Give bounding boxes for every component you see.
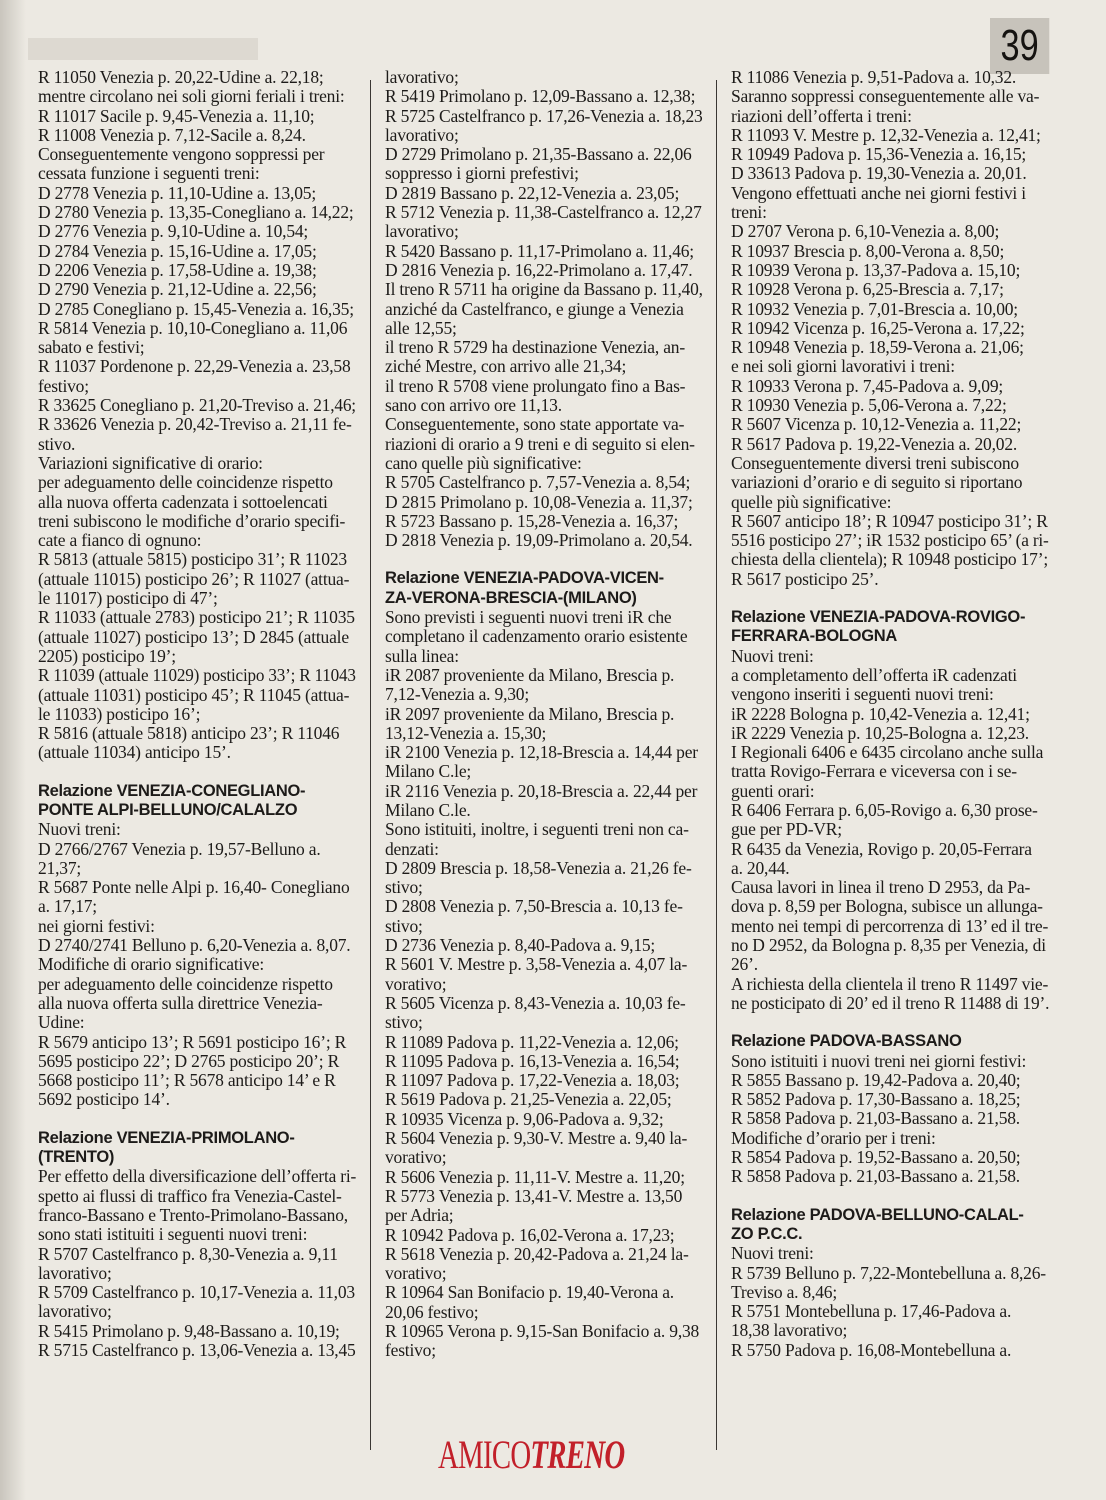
text-line: Variazioni significative di orario: bbox=[38, 452, 263, 473]
text-line: 5516 posticipo 27’; iR 1532 posticipo 65’ (a ri- bbox=[731, 530, 1049, 551]
text-line: R 5750 Padova p. 16,08-Montebelluna a. bbox=[731, 1339, 1012, 1360]
section-spacer bbox=[731, 589, 1049, 608]
text-line: lavorativo; bbox=[385, 124, 459, 145]
text-line: R 5858 Padova p. 21,03-Bassano a. 21,58. bbox=[731, 1108, 1020, 1129]
text-line: D 2729 Primolano p. 21,35-Bassano a. 22,06 bbox=[385, 144, 692, 165]
text-line: stivo. bbox=[38, 433, 76, 454]
text-line: R 5712 Venezia p. 11,38-Castelfranco a. 12,27 bbox=[385, 202, 702, 223]
text-line: Milano C.le; bbox=[385, 761, 472, 782]
text-line: le 11033) posticipo 16’; bbox=[38, 703, 201, 724]
section-heading: Relazione VENEZIA-CONEGLIANO- bbox=[38, 781, 306, 800]
text-line: treni: bbox=[731, 202, 767, 223]
text-line: R 5607 Vicenza p. 10,12-Venezia a. 11,22; bbox=[731, 414, 1022, 435]
text-line: Vengono effettuati anche nei giorni festivi i bbox=[731, 182, 1026, 203]
column-divider-1 bbox=[370, 80, 371, 1450]
text-line: R 5617 Padova p. 19,22-Venezia a. 20,02. bbox=[731, 433, 1018, 454]
section-spacer bbox=[731, 1013, 1049, 1032]
section-tab-faded bbox=[28, 38, 258, 60]
text-line: R 10948 Venezia p. 18,59-Verona a. 21,06; bbox=[731, 337, 1024, 358]
text-line: Sono istituiti i nuovi treni nei giorni festivi: bbox=[731, 1050, 1027, 1071]
text-line: 7,12-Venezia a. 9,30; bbox=[385, 684, 530, 705]
page-number: 39 bbox=[990, 18, 1049, 74]
text-line: R 5605 Vicenza p. 8,43-Venezia a. 10,03 fe- bbox=[385, 992, 686, 1013]
section-heading: FERRARA-BOLOGNA bbox=[731, 627, 897, 646]
text-line: 26’. bbox=[731, 954, 758, 975]
text-line: riazioni dell’offerta i treni: bbox=[731, 105, 912, 126]
text-line: R 6406 Ferrara p. 6,05-Rovigo a. 6,30 prose- bbox=[731, 799, 1038, 820]
text-column-3 bbox=[731, 68, 1049, 1360]
text-line: 18,38 lavorativo; bbox=[731, 1320, 848, 1341]
text-line: D 2816 Venezia p. 16,22-Primolano a. 17,47. bbox=[385, 259, 693, 280]
text-line: R 33625 Conegliano p. 21,20-Treviso a. 21,46; bbox=[38, 395, 356, 416]
text-line: R 5705 Castelfranco p. 7,57-Venezia a. 8,54; bbox=[385, 472, 691, 493]
text-line: R 5415 Primolano p. 9,48-Bassano a. 10,19; bbox=[38, 1320, 340, 1341]
text-line: D 2766/2767 Venezia p. 19,57-Belluno a. bbox=[38, 838, 321, 859]
text-line: (attuale 11031) posticipo 45’; R 11045 (attua- bbox=[38, 684, 350, 705]
text-line: D 2736 Venezia p. 8,40-Padova a. 9,15; bbox=[385, 935, 656, 956]
text-line: riazioni di orario a 9 treni e di seguito si elen- bbox=[385, 433, 695, 454]
text-line: R 5618 Venezia p. 20,42-Padova a. 21,24 la- bbox=[385, 1243, 689, 1264]
text-line: gue per PD-VR; bbox=[731, 819, 842, 840]
text-line: R 11039 (attuale 11029) posticipo 33’; R 11043 bbox=[38, 665, 356, 686]
section-heading: ZA-VERONA-BRESCIA-(MILANO) bbox=[385, 588, 637, 607]
text-line: lavorativo; bbox=[38, 1301, 112, 1322]
text-line: vorativo; bbox=[385, 1263, 447, 1284]
text-line: sono stati istituiti i seguenti nuovi treni: bbox=[38, 1224, 308, 1245]
text-line: R 5855 Bassano p. 19,42-Padova a. 20,40; bbox=[731, 1069, 1021, 1090]
text-line: R 5813 (attuale 5815) posticipo 31’; R 11023 bbox=[38, 549, 347, 570]
text-line: iR 2100 Venezia p. 12,18-Brescia a. 14,44 per bbox=[385, 742, 698, 763]
text-line: R 5619 Padova p. 21,25-Venezia a. 22,05; bbox=[385, 1089, 672, 1110]
text-line: mento nei tempi di percorrenza di 13’ ed il tre- bbox=[731, 915, 1049, 936]
text-line: (attuale 11015) posticipo 26’; R 11027 (attua- bbox=[38, 568, 350, 589]
text-line: chiesta della clientela); R 10948 posticipo 17’; bbox=[731, 549, 1048, 570]
text-line: cano quelle più significative: bbox=[385, 452, 582, 473]
text-line: R 5707 Castelfranco p. 8,30-Venezia a. 9,11 bbox=[38, 1243, 338, 1264]
text-line: Sono previsti i seguenti nuovi treni iR che bbox=[385, 607, 672, 628]
text-line: I Regionali 6406 e 6435 circolano anche sulla bbox=[731, 742, 1044, 763]
text-line: franco-Bassano e Trento-Primolano-Bassano, bbox=[38, 1204, 348, 1225]
text-line: R 11037 Pordenone p. 22,29-Venezia a. 23,58 bbox=[38, 356, 351, 377]
text-line: D 2809 Brescia p. 18,58-Venezia a. 21,26 fe- bbox=[385, 857, 692, 878]
text-line: D 2808 Venezia p. 7,50-Brescia a. 10,13 fe- bbox=[385, 896, 683, 917]
text-line: R 10935 Vicenza p. 9,06-Padova a. 9,32; bbox=[385, 1108, 664, 1129]
text-line: 2205) posticipo 19’; bbox=[38, 645, 176, 666]
text-line: R 5617 posticipo 25’. bbox=[731, 568, 879, 589]
text-line: mentre circolano nei soli giorni feriali i treni: bbox=[38, 86, 345, 107]
text-line: cessata funzione i seguenti treni: bbox=[38, 163, 260, 184]
text-line: Modifiche d’orario per i treni: bbox=[731, 1127, 936, 1148]
text-line: per adeguamento delle coincidenze rispetto bbox=[38, 973, 333, 994]
text-line: D 2785 Conegliano p. 15,45-Venezia a. 16,35; bbox=[38, 298, 354, 319]
brand-part-1: AMICO bbox=[438, 1432, 531, 1477]
text-line: R 6435 da Venezia, Rovigo p. 20,05-Ferrara bbox=[731, 838, 1032, 859]
section-heading: PONTE ALPI-BELLUNO/CALALZO bbox=[38, 800, 298, 819]
text-line: R 11093 V. Mestre p. 12,32-Venezia a. 12,41; bbox=[731, 124, 1041, 145]
text-line: iR 2087 proveniente da Milano, Brescia p. bbox=[385, 664, 675, 685]
section-heading: (TRENTO) bbox=[38, 1148, 115, 1167]
text-line: tratta Rovigo-Ferrara e viceversa con i se- bbox=[731, 761, 1017, 782]
text-line: D 2815 Primolano p. 10,08-Venezia a. 11,37; bbox=[385, 491, 693, 512]
text-line: e nei soli giorni lavorativi i treni: bbox=[731, 356, 955, 377]
text-line: Sono istituiti, inoltre, i seguenti treni non ca- bbox=[385, 819, 689, 840]
text-line: lavorativo; bbox=[38, 1262, 112, 1283]
text-line: 5668 posticipo 11’; R 5678 anticipo 14’ e R bbox=[38, 1070, 336, 1091]
text-column-1 bbox=[38, 68, 356, 1360]
text-line: R 10942 Padova p. 16,02-Verona a. 17,23; bbox=[385, 1224, 675, 1245]
brand-part-2: TRENO bbox=[530, 1432, 625, 1477]
text-line: R 11095 Padova p. 16,13-Venezia a. 16,54; bbox=[385, 1050, 680, 1071]
text-line: Conseguentemente vengono soppressi per bbox=[38, 144, 325, 165]
text-line: Milano C.le. bbox=[385, 799, 471, 820]
text-line: D 2740/2741 Belluno p. 6,20-Venezia a. 8,07. bbox=[38, 935, 351, 956]
text-line: D 2778 Venezia p. 11,10-Udine a. 13,05; bbox=[38, 182, 316, 203]
text-line: R 11050 Venezia p. 20,22-Udine a. 22,18; bbox=[38, 67, 324, 87]
text-line: R 5715 Castelfranco p. 13,06-Venezia a. 13,45 bbox=[38, 1340, 356, 1360]
text-line: R 5858 Padova p. 21,03-Bassano a. 21,58. bbox=[731, 1166, 1020, 1187]
text-line: per Adria; bbox=[385, 1205, 454, 1226]
text-line: denzati: bbox=[385, 838, 439, 859]
text-line: R 11017 Sacile p. 9,45-Venezia a. 11,10; bbox=[38, 105, 315, 126]
text-line: lavorativo; bbox=[385, 221, 459, 242]
text-line: R 10933 Verona p. 7,45-Padova a. 9,09; bbox=[731, 375, 1004, 396]
text-line: alla nuova offerta cadenzata i sottoelencati bbox=[38, 491, 328, 512]
text-line: Saranno soppressi conseguentemente alle va- bbox=[731, 86, 1040, 107]
text-line: stivo; bbox=[385, 915, 423, 936]
text-line: Conseguentemente diversi treni subiscono bbox=[731, 452, 1019, 473]
text-line: R 11033 (attuale 2783) posticipo 21’; R 11035 bbox=[38, 607, 355, 628]
text-line: variazioni d’orario e di seguito si riportano bbox=[731, 472, 1023, 493]
text-line: Nuovi treni: bbox=[731, 645, 814, 666]
text-line: sabato e festivi; bbox=[38, 337, 145, 358]
text-line: iR 2097 proveniente da Milano, Brescia p. bbox=[385, 703, 675, 724]
text-line: alle 12,55; bbox=[385, 317, 457, 338]
text-line: a. 20,44. bbox=[731, 857, 790, 878]
text-line: A richiesta della clientela il treno R 11497 vie- bbox=[731, 973, 1049, 994]
text-line: Il treno R 5711 ha origine da Bassano p. 11,40, bbox=[385, 279, 703, 300]
section-heading: Relazione PADOVA-BASSANO bbox=[731, 1032, 962, 1051]
text-line: D 2784 Venezia p. 15,16-Udine a. 17,05; bbox=[38, 240, 317, 261]
text-line: alla nuova offerta sulla direttrice Venezia- bbox=[38, 992, 323, 1013]
text-line: stivo; bbox=[385, 1012, 423, 1033]
text-line: Treviso a. 8,46; bbox=[731, 1281, 838, 1302]
text-line: D 2206 Venezia p. 17,58-Udine a. 19,38; bbox=[38, 259, 317, 280]
text-line: R 5607 anticipo 18’; R 10947 posticipo 31’; R bbox=[731, 510, 1048, 531]
section-spacer bbox=[38, 763, 356, 782]
text-line: R 10937 Brescia p. 8,00-Verona a. 8,50; bbox=[731, 240, 1005, 261]
text-line: a. 17,17; bbox=[38, 896, 97, 917]
text-line: iR 2228 Bologna p. 10,42-Venezia a. 12,41; bbox=[731, 703, 1030, 724]
text-line: 20,06 festivo; bbox=[385, 1301, 479, 1322]
text-line: no D 2952, da Bologna p. 8,35 per Venezia, di bbox=[731, 935, 1046, 956]
amicotreno-logo bbox=[438, 1432, 624, 1478]
section-spacer bbox=[731, 1187, 1049, 1206]
text-line: D 2790 Venezia p. 21,12-Udine a. 22,56; bbox=[38, 279, 317, 300]
text-line: Per effetto della diversificazione dell’offerta ri- bbox=[38, 1166, 357, 1187]
text-line: completano il cadenzamento orario esistente bbox=[385, 626, 688, 647]
text-line: Conseguentemente, sono state apportate va- bbox=[385, 414, 685, 435]
text-line: quelle più significative: bbox=[731, 491, 892, 512]
text-line: R 11086 Venezia p. 9,51-Padova a. 10,32. bbox=[731, 67, 1017, 87]
section-heading: ZO P.C.C. bbox=[731, 1224, 803, 1243]
text-line: il treno R 5729 ha destinazione Venezia, an- bbox=[385, 337, 685, 358]
text-line: treni subiscono le modifiche d’orario specifi- bbox=[38, 510, 346, 531]
text-line: R 5739 Belluno p. 7,22-Montebelluna a. 8,26- bbox=[731, 1262, 1046, 1283]
text-line: R 10928 Verona p. 6,25-Brescia a. 7,17; bbox=[731, 279, 1004, 300]
text-line: R 10930 Venezia p. 5,06-Verona a. 7,22; bbox=[731, 395, 1007, 416]
text-line: Modifiche di orario significative: bbox=[38, 954, 264, 975]
text-line: R 10965 Verona p. 9,15-San Bonifacio a. 9,38 bbox=[385, 1321, 700, 1341]
text-line: D 2776 Venezia p. 9,10-Udine a. 10,54; bbox=[38, 221, 309, 242]
text-line: R 5606 Venezia p. 11,11-V. Mestre a. 11,20; bbox=[385, 1166, 685, 1187]
text-line: cate a fianco di ognuno: bbox=[38, 530, 202, 551]
text-line: R 11089 Padova p. 11,22-Venezia a. 12,06; bbox=[385, 1031, 679, 1052]
text-line: sulla linea: bbox=[385, 645, 459, 666]
text-line: Udine: bbox=[38, 1012, 85, 1033]
text-line: vengono inseriti i seguenti nuovi treni: bbox=[731, 684, 994, 705]
section-spacer bbox=[38, 1110, 356, 1129]
text-line: (attuale 11034) anticipo 15’. bbox=[38, 742, 231, 763]
text-line: R 5679 anticipo 13’; R 5691 posticipo 16’; R bbox=[38, 1031, 347, 1052]
text-line: D 2780 Venezia p. 13,35-Conegliano a. 14,22; bbox=[38, 202, 354, 223]
text-line: R 5814 Venezia p. 10,10-Conegliano a. 11,06 bbox=[38, 317, 348, 338]
text-line: il treno R 5708 viene prolungato fino a Bas- bbox=[385, 375, 686, 396]
text-line: 21,37; bbox=[38, 857, 82, 878]
text-column-2 bbox=[385, 68, 703, 1361]
text-line: 5695 posticipo 22’; D 2765 posticipo 20’; R bbox=[38, 1050, 340, 1071]
text-line: a completamento dell’offerta iR cadenzati bbox=[731, 664, 1017, 685]
section-heading: Relazione VENEZIA-PRIMOLANO- bbox=[38, 1128, 295, 1147]
text-line: R 5419 Primolano p. 12,09-Bassano a. 12,38; bbox=[385, 86, 696, 107]
column-divider-2 bbox=[716, 80, 717, 1450]
text-line: R 5604 Venezia p. 9,30-V. Mestre a. 9,40 la- bbox=[385, 1128, 688, 1149]
text-line: (attuale 11027) posticipo 13’; D 2845 (attuale bbox=[38, 626, 349, 647]
text-line: D 2819 Bassano p. 22,12-Venezia a. 23,05; bbox=[385, 182, 680, 203]
text-line: Nuovi treni: bbox=[38, 819, 121, 840]
text-line: Causa lavori in linea il treno D 2953, da Pa- bbox=[731, 877, 1031, 898]
text-line: festivo; bbox=[385, 1340, 436, 1361]
section-heading: Relazione PADOVA-BELLUNO-CALAL- bbox=[731, 1205, 1024, 1224]
text-line: R 5725 Castelfranco p. 17,26-Venezia a. 18,23 bbox=[385, 105, 703, 126]
text-line: spetto ai flussi di traffico fra Venezia-Castel- bbox=[38, 1185, 342, 1206]
text-line: soppresso i giorni prefestivi; bbox=[385, 163, 579, 184]
text-line: dova p. 8,59 per Bologna, subisce un allunga- bbox=[731, 896, 1043, 917]
text-line: R 5751 Montebelluna p. 17,46-Padova a. bbox=[731, 1301, 1012, 1322]
section-heading: Relazione VENEZIA-PADOVA-ROVIGO- bbox=[731, 608, 1026, 627]
text-line: stivo; bbox=[385, 877, 423, 898]
text-line: R 5601 V. Mestre p. 3,58-Venezia a. 4,07 la- bbox=[385, 954, 688, 975]
text-line: R 11008 Venezia p. 7,12-Sacile a. 8,24. bbox=[38, 124, 306, 145]
text-line: R 10939 Verona p. 13,37-Padova a. 15,10; bbox=[731, 259, 1021, 280]
text-line: R 5852 Padova p. 17,30-Bassano a. 18,25; bbox=[731, 1089, 1021, 1110]
text-line: R 10964 San Bonifacio p. 19,40-Verona a. bbox=[385, 1282, 674, 1303]
text-line: D 2818 Venezia p. 19,09-Primolano a. 20,54. bbox=[385, 530, 693, 551]
text-line: nei giorni festivi: bbox=[38, 915, 155, 936]
text-line: Nuovi treni: bbox=[731, 1243, 814, 1264]
text-line: R 5854 Padova p. 19,52-Bassano a. 20,50; bbox=[731, 1147, 1021, 1168]
text-line: R 5687 Ponte nelle Alpi p. 16,40- Conegliano bbox=[38, 877, 350, 898]
text-line: festivo; bbox=[38, 375, 89, 396]
text-line: R 10942 Vicenza p. 16,25-Verona a. 17,22; bbox=[731, 317, 1025, 338]
text-line: per adeguamento delle coincidenze rispetto bbox=[38, 472, 333, 493]
section-heading: Relazione VENEZIA-PADOVA-VICEN- bbox=[385, 569, 664, 588]
text-line: D 2707 Verona p. 6,10-Venezia a. 8,00; bbox=[731, 221, 1000, 242]
text-line: vorativo; bbox=[385, 1147, 447, 1168]
text-line: lavorativo; bbox=[385, 67, 459, 87]
text-line: 5692 posticipo 14’. bbox=[38, 1089, 170, 1110]
text-line: R 33626 Venezia p. 20,42-Treviso a. 21,11 fe- bbox=[38, 414, 352, 435]
text-line: guenti orari: bbox=[731, 780, 815, 801]
text-line: iR 2229 Venezia p. 10,25-Bologna a. 12,23. bbox=[731, 722, 1029, 743]
section-spacer bbox=[385, 550, 703, 569]
text-line: D 33613 Padova p. 19,30-Venezia a. 20,01. bbox=[731, 163, 1027, 184]
text-line: R 11097 Padova p. 17,22-Venezia a. 18,03; bbox=[385, 1070, 680, 1091]
text-line: R 5709 Castelfranco p. 10,17-Venezia a. 11,03 bbox=[38, 1282, 355, 1303]
text-line: ziché Mestre, con arrivo alle 21,34; bbox=[385, 356, 627, 377]
page-edge-shadow bbox=[0, 0, 26, 1500]
text-line: sano con arrivo ore 11,13. bbox=[385, 395, 562, 416]
text-line: R 5723 Bassano p. 15,28-Venezia a. 16,37; bbox=[385, 510, 679, 531]
text-line: R 5420 Bassano p. 11,17-Primolano a. 11,46; bbox=[385, 240, 694, 261]
text-line: le 11017) posticipo di 47’; bbox=[38, 588, 218, 609]
text-line: iR 2116 Venezia p. 20,18-Brescia a. 22,44 per bbox=[385, 780, 698, 801]
text-line: anziché da Castelfranco, e giunge a Venezia bbox=[385, 298, 684, 319]
text-line: R 10949 Padova p. 15,36-Venezia a. 16,15; bbox=[731, 144, 1027, 165]
text-line: vorativo; bbox=[385, 973, 447, 994]
text-line: R 5773 Venezia p. 13,41-V. Mestre a. 13,50 bbox=[385, 1185, 683, 1206]
text-line: 13,12-Venezia a. 15,30; bbox=[385, 722, 547, 743]
text-line: R 5816 (attuale 5818) anticipo 23’; R 11046 bbox=[38, 723, 340, 744]
text-line: ne posticipato di 20’ ed il treno R 11488 di 19’. bbox=[731, 992, 1050, 1013]
text-line: R 10932 Venezia p. 7,01-Brescia a. 10,00; bbox=[731, 298, 1018, 319]
